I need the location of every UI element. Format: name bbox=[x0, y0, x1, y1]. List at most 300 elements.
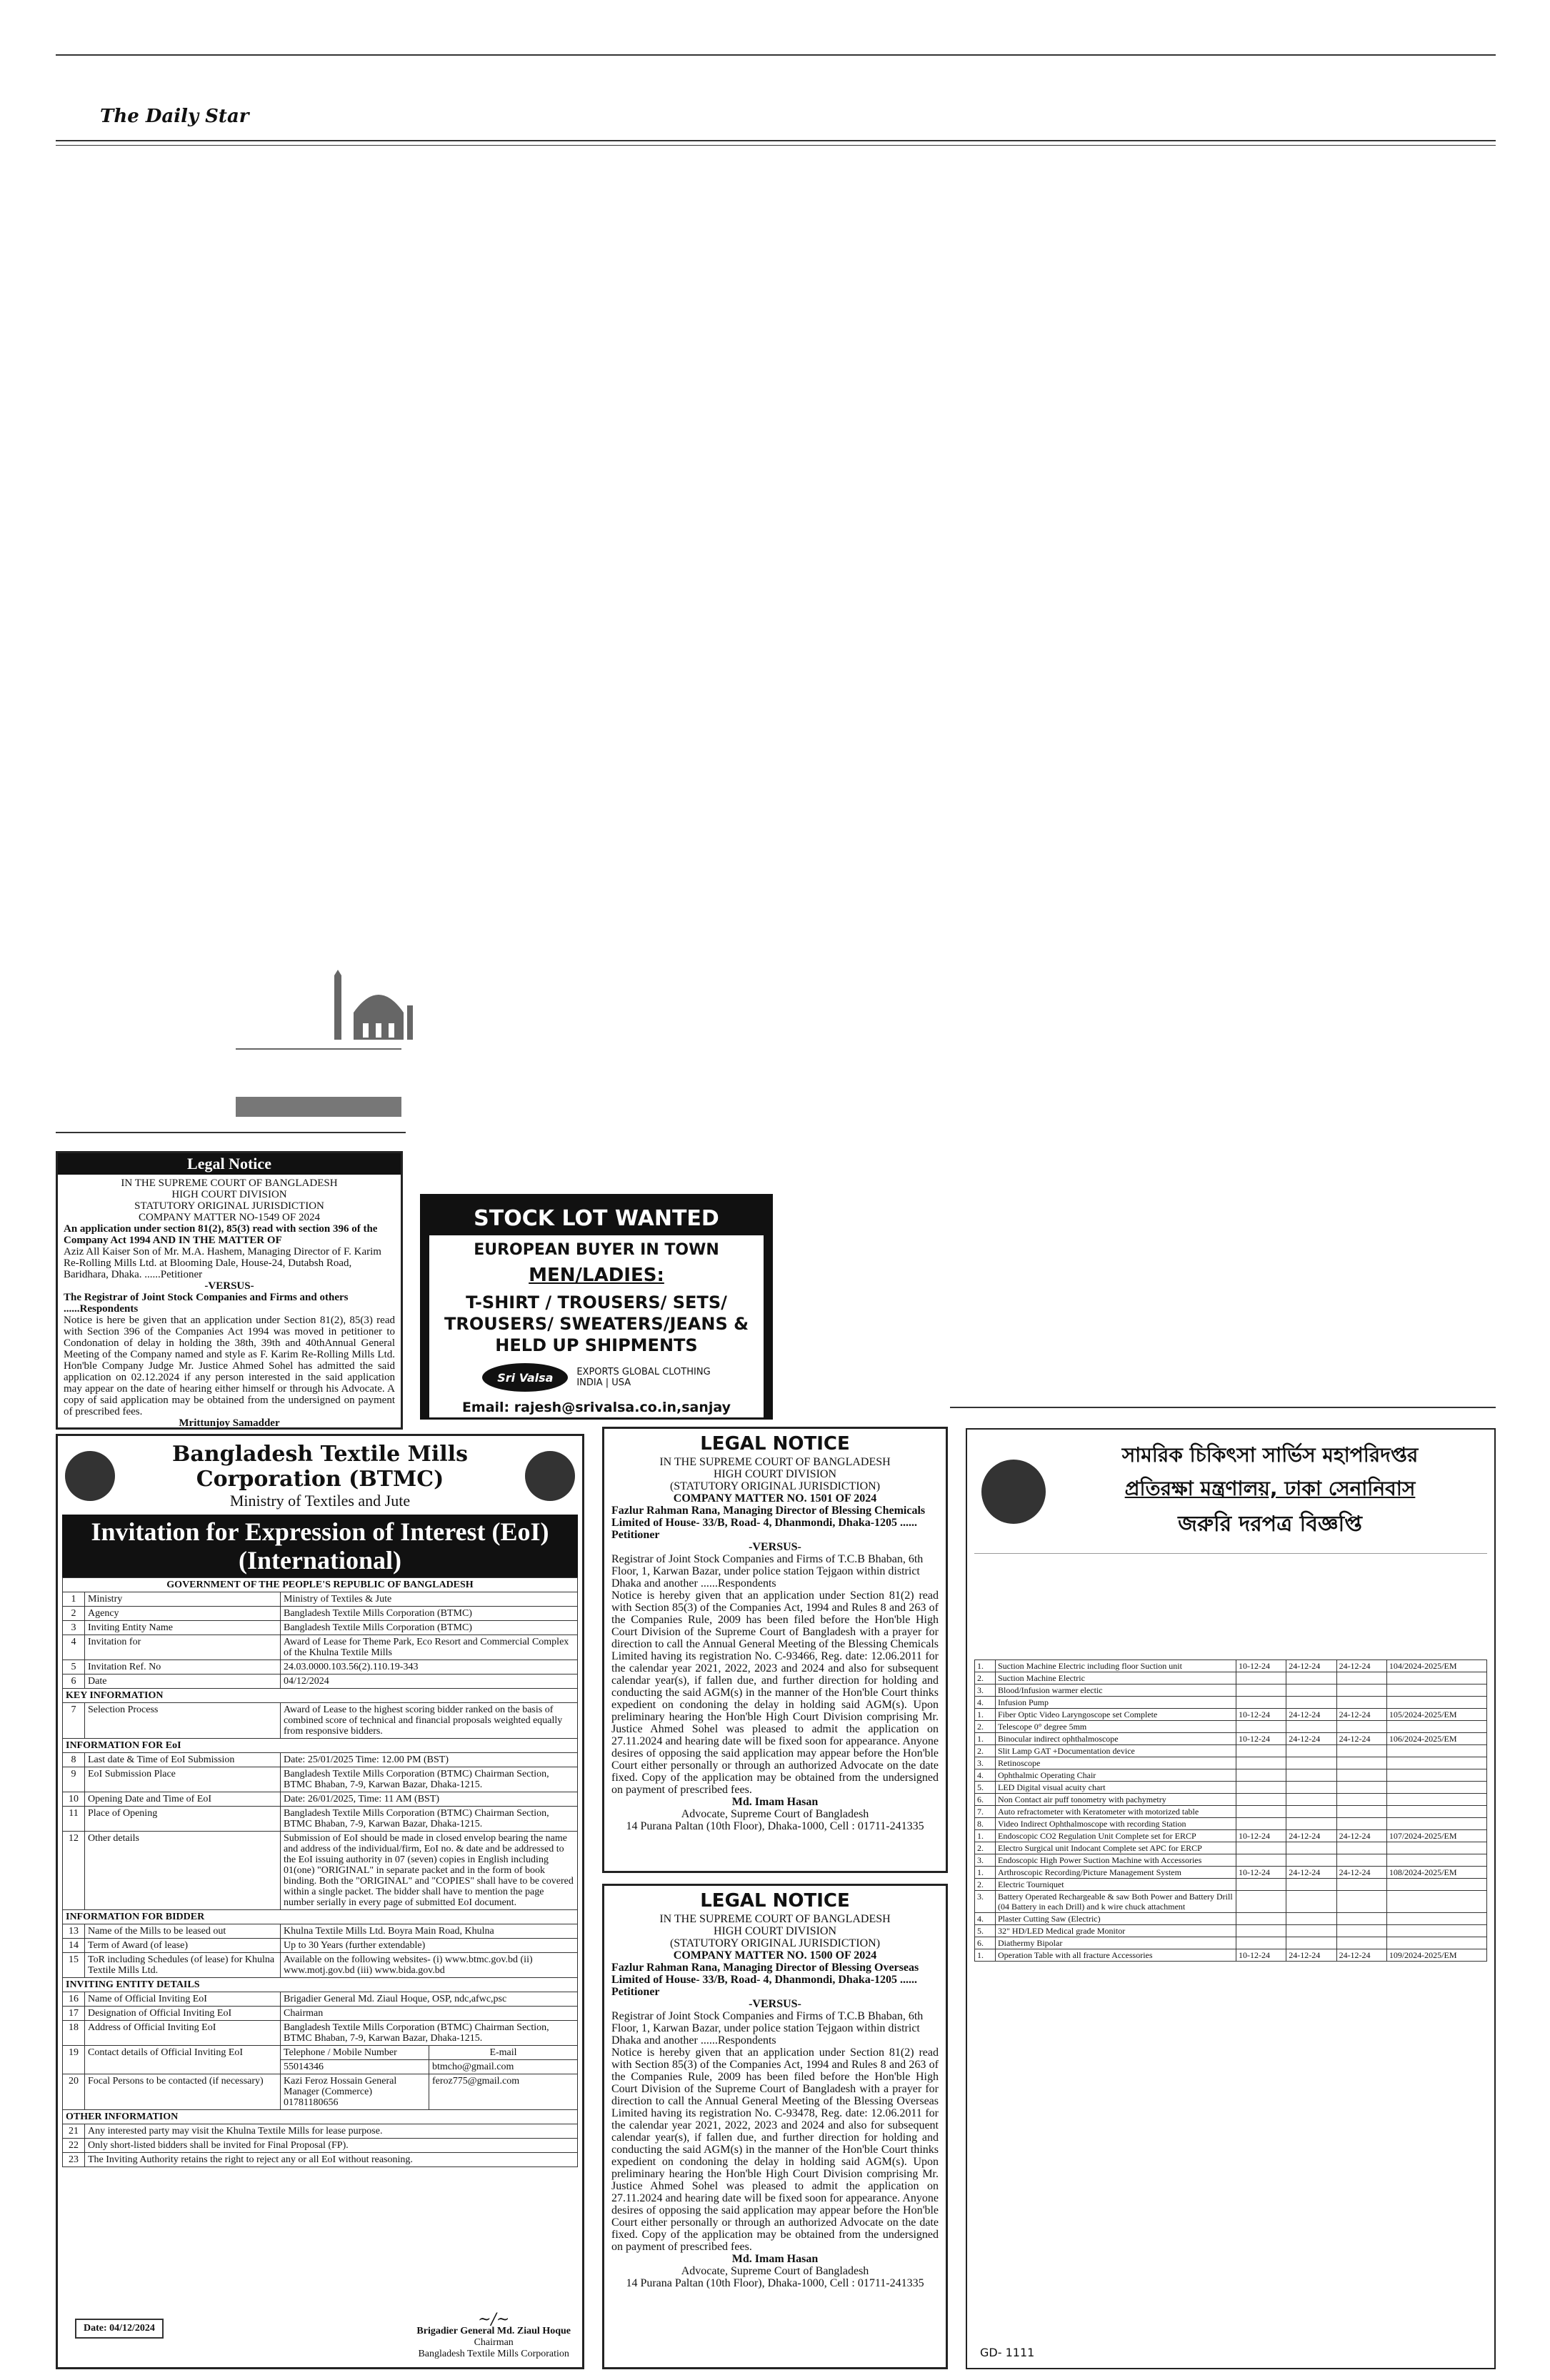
petitioner: Fazlur Rahman Rana, Managing Director of Blessing Chemicals Limited of House- 33/B, Road- 4, Dhanmondi, Dhaka-1205 ...... Petitioner bbox=[611, 1505, 926, 1541]
tender-date2 bbox=[1286, 1721, 1336, 1733]
row-number: 3 bbox=[63, 1621, 85, 1635]
btmc-table: GOVERNMENT OF THE PEOPLE'S REPUBLIC OF BANGLADESH 1 Ministry Ministry of Textiles & Jute 2 Agency Bangladesh Textile Mills Corporation (BTMC) 3 Inviting Entity Name Bangladesh Textile Mills Corporation (BTMC) 4 Invitation for Award of Lease for Theme Park, Eco Resort and Commercial Complex of the Khulna Textile Mills 5 Invitation Ref. No 24.03.0000.103.56(2).110.19-343 6 Date 04/12/2024 KEY INFORMATION 7 Selection Process Award of Lease to the highest scoring bidder ranked on the basis of combined score of technical and financial proposals weighted equally from responsive bidders. INFORMATION FOR EoI 8 Last date & Time of EoI Submission Date: 25/01/2025 Time: 12.00 PM (BST) 9 EoI Submission Place Bangladesh Textile Mills Corporation (BTMC) Chairman Section, BTMC Bhaban, 7-9, Karwan Bazar, Dhaka-1215. 10 Opening Date and Time of EoI Date: 26/01/2025, Time: 11 AM (BST) 11 Place of Opening Bangladesh Textile Mills Corporation (BTMC) Chairman Section, BTMC Bhaban, 7-9, Karwan Bazar, Dhaka-1215. 12 Other details Submission of EoI should be made in closed envelop bearing the name and address of the individual/firm, EoI no. & date and be addressed to the EoI issuing authority in 07 (seven) copies in English including 01(one) "ORIGINAL" in separate packet and in the form of book binding. Both the "ORIGINAL" and "COPIES" shall have to be covered within a single packet. The bidder shall have to mention the page number serially in every page of submitted EoI document. INFORMATION FOR BIDDER 13 Name of the Mills to be leased out Khulna Textile Mills Ltd. Boyra Main Road, Khulna 14 Term of Award (of lease) Up to 30 Years (further extendable) 15 ToR including Schedules (of lease) for Khulna Textile Mills Ltd. Available on the following websites- (i) www.btmc.gov.bd (ii) www.motj.gov.bd (iii) www.bida.gov.bd INVITING ENTITY DETAILS 16 Name of Official Inviting EoI Brigadier General Md. Ziaul Hoque, OSP, ndc,afwc,psc 17 Designation of Official Inviting EoI Chairman 18 Address of Official Inviting EoI Bangladesh Textile Mills Corporation (BTMC) Chairman Section, BTMC Bhaban, 7-9, Karwan Bazar, Dhaka-1215. 19 Contact details of Official Inviting EoI Telephone / Mobile Number E-mail 55014346 btmcho@gmail.com 20 Focal Persons to be contacted (if necessary) Kazi Feroz Hossain General Manager (Commerce) 01781180656 feroz775@gmail.com OTHER INFORMATION 21 Any interested party may visit the Khulna Textile Mills for lease purpose. 22 Only short-listed bidders shall be invited for Final Proposal (FP). 23 The Inviting Authority retains the right to reject any or all EoI without reasoning. bbox=[62, 1577, 578, 2167]
row-key: Name of Official Inviting EoI bbox=[85, 1992, 281, 2007]
tender-ref bbox=[1386, 1879, 1486, 1891]
gov-header: GOVERNMENT OF THE PEOPLE'S REPUBLIC OF BANGLADESH bbox=[63, 1578, 578, 1592]
gd-number: GD- 1111 bbox=[980, 2346, 1035, 2359]
tender-date1 bbox=[1236, 1684, 1286, 1697]
jurisdiction: (STATUTORY ORIGINAL JURISDICTION) bbox=[669, 1937, 881, 1949]
bangla-h1: সামরিক চিকিৎসা সার্ভিস মহাপরিদপ্তর bbox=[1121, 1443, 1419, 1467]
row-number: 23 bbox=[63, 2153, 85, 2167]
tender-date3 bbox=[1336, 1745, 1386, 1757]
tender-row bbox=[975, 1818, 1487, 1830]
tender-date2 bbox=[1286, 1879, 1336, 1891]
row-number: 1 bbox=[63, 1592, 85, 1607]
tender-row bbox=[975, 1830, 1487, 1842]
tender-row bbox=[975, 1937, 1487, 1949]
matter: COMPANY MATTER NO. 1501 OF 2024 bbox=[673, 1492, 877, 1505]
tender-no: 6. bbox=[975, 1937, 996, 1949]
court: IN THE SUPREME COURT OF BANGLADESH bbox=[659, 1913, 891, 1925]
row-number: 12 bbox=[63, 1832, 85, 1910]
petitioner: Fazlur Rahman Rana, Managing Director of Blessing Overseas Limited of House- 33/B, Road- 4, Dhanmondi, Dhaka-1205 ...... Petitioner bbox=[611, 1962, 919, 1998]
row-value: Brigadier General Md. Ziaul Hoque, OSP, ndc,afwc,psc bbox=[281, 1992, 578, 2007]
tender-date1 bbox=[1236, 1818, 1286, 1830]
bangla-tender-ad bbox=[966, 1428, 1496, 2369]
tender-date1: 10-12-24 bbox=[1236, 1733, 1286, 1745]
tender-item: 32" HD/LED Medical grade Monitor bbox=[996, 1925, 1236, 1937]
tender-row bbox=[975, 1794, 1487, 1806]
row-key: Address of Official Inviting EoI bbox=[85, 2021, 281, 2046]
row20-key: Focal Persons to be contacted (if necessary) bbox=[85, 2074, 281, 2110]
tender-date2 bbox=[1286, 1925, 1336, 1937]
btmc-eoi-ad bbox=[56, 1434, 584, 2369]
tender-no: 6. bbox=[975, 1794, 996, 1806]
mosque-icon bbox=[329, 970, 421, 1052]
tender-row bbox=[975, 1867, 1487, 1879]
tender-item: Video Indirect Ophthalmoscope with recording Station bbox=[996, 1818, 1236, 1830]
stock-title: STOCK LOT WANTED bbox=[474, 1206, 719, 1231]
tender-item: Battery Operated Rechargeable & saw Both Power and Battery Drill (04 Battery in each Drill) and k wire chuck attachment bbox=[996, 1891, 1236, 1913]
tender-date1: 10-12-24 bbox=[1236, 1867, 1286, 1879]
tender-date1 bbox=[1236, 1757, 1286, 1769]
legal-notice-c bbox=[602, 1884, 948, 2369]
tender-ref bbox=[1386, 1818, 1486, 1830]
sig-org: Bangladesh Textile Mills Corporation bbox=[418, 2349, 569, 2359]
tender-ref bbox=[1386, 1769, 1486, 1782]
signer-title: Advocate, Supreme Court of Bangladesh bbox=[681, 1808, 869, 1820]
bangla-intro-block bbox=[974, 1553, 1487, 1654]
tender-row bbox=[975, 1782, 1487, 1794]
tender-date3: 24-12-24 bbox=[1336, 1867, 1386, 1879]
sri-valsa-logo: Sri Valsa bbox=[482, 1363, 568, 1392]
bangla-h2: প্রতিরক্ষা মন্ত্রণালয়, ঢাকা সেনানিবাস bbox=[1124, 1477, 1416, 1500]
row-key: Invitation Ref. No bbox=[85, 1660, 281, 1674]
row-number: 7 bbox=[63, 1703, 85, 1739]
tender-date3 bbox=[1336, 1937, 1386, 1949]
mosque-rule bbox=[236, 1048, 401, 1050]
tender-date1 bbox=[1236, 1806, 1286, 1818]
table-row bbox=[63, 1592, 578, 1607]
contact-head-phone: Telephone / Mobile Number bbox=[281, 2046, 429, 2059]
tender-ref: 109/2024-2025/EM bbox=[1386, 1949, 1486, 1962]
tender-date2: 24-12-24 bbox=[1286, 1830, 1336, 1842]
stock-buyer: EUROPEAN BUYER IN TOWN bbox=[474, 1241, 719, 1259]
row-key: Name of the Mills to be leased out bbox=[85, 1924, 281, 1939]
signer: Mrittunjoy Samadder bbox=[179, 1417, 280, 1429]
row-value: Any interested party may visit the Khulna Textile Mills for lease purpose. bbox=[85, 2124, 578, 2139]
tender-date2: 24-12-24 bbox=[1286, 1733, 1336, 1745]
tender-item: Plaster Cutting Saw (Electric) bbox=[996, 1913, 1236, 1925]
tender-date3 bbox=[1336, 1842, 1386, 1854]
tender-date2 bbox=[1286, 1745, 1336, 1757]
tender-date1 bbox=[1236, 1913, 1286, 1925]
tender-item: Ophthalmic Operating Chair bbox=[996, 1769, 1236, 1782]
tender-item: Electro Surgical unit Indocant Complete set APC for ERCP bbox=[996, 1842, 1236, 1854]
row-number: 15 bbox=[63, 1953, 85, 1978]
tender-row bbox=[975, 1745, 1487, 1757]
tender-item: Slit Lamp GAT +Documentation device bbox=[996, 1745, 1236, 1757]
tender-ref: 108/2024-2025/EM bbox=[1386, 1867, 1486, 1879]
masthead: The Daily Star bbox=[100, 106, 249, 127]
tender-no: 3. bbox=[975, 1684, 996, 1697]
eoi-info-header: INFORMATION FOR EoI bbox=[63, 1739, 578, 1753]
row-key: Other details bbox=[85, 1832, 281, 1910]
row-number: 5 bbox=[63, 1660, 85, 1674]
tender-date3 bbox=[1336, 1757, 1386, 1769]
tender-row bbox=[975, 1672, 1487, 1684]
tender-row bbox=[975, 1733, 1487, 1745]
tender-row bbox=[975, 1806, 1487, 1818]
tender-row bbox=[975, 1842, 1487, 1854]
application: An application under section 81(2), 85(3) read with section 396 of the Company Act 1994 AND IN THE MATTER OF bbox=[64, 1223, 378, 1246]
tender-date2: 24-12-24 bbox=[1286, 1660, 1336, 1672]
row-number: 9 bbox=[63, 1767, 85, 1792]
tender-ref bbox=[1386, 1745, 1486, 1757]
row-value: Bangladesh Textile Mills Corporation (BTMC) bbox=[281, 1607, 578, 1621]
key-info-header: KEY INFORMATION bbox=[63, 1689, 578, 1703]
row-key: Selection Process bbox=[85, 1703, 281, 1739]
row-number: 16 bbox=[63, 1992, 85, 2007]
row-value: Ministry of Textiles & Jute bbox=[281, 1592, 578, 1607]
tender-row bbox=[975, 1660, 1487, 1672]
table-row bbox=[63, 1939, 578, 1953]
row-key: Opening Date and Time of EoI bbox=[85, 1792, 281, 1807]
table-row bbox=[63, 2139, 578, 2153]
tender-no: 8. bbox=[975, 1818, 996, 1830]
bangla-h3: জরুরি দরপত্র বিজ্ঞপ্তি bbox=[1178, 1512, 1362, 1537]
tender-date3: 24-12-24 bbox=[1336, 1660, 1386, 1672]
notice-text: Notice is here be given that an application under Section 81(2), 85(3) read with Section 396 of the Companies Act 1994 was moved in petitioner to Condonation of delay in holding the 38th, 39th and 40thAnnual General Meeting of the Company named and style as F. Karim Re-Rolling Mills Ltd. Hon'ble Company Judge Mr. Justice Ahmed Sohel has admitted the said application on 02.12.2024 if any person interested in the said application may appear on the date of hearing either himself or through his Advocate. A copy of said application may be obtained from the undersigned on payment of prescribed fees. bbox=[64, 1315, 395, 1417]
row-key: ToR including Schedules (of lease) for Khulna Textile Mills Ltd. bbox=[85, 1953, 281, 1978]
tender-date3 bbox=[1336, 1782, 1386, 1794]
address: 14 Purana Paltan (10th Floor), Dhaka-1000, Cell : 01711-241335 bbox=[626, 2277, 924, 2289]
tender-date1 bbox=[1236, 1879, 1286, 1891]
tender-no: 2. bbox=[975, 1745, 996, 1757]
stock-email: Email: rajesh@srivalsa.co.in,sanjay bbox=[461, 1400, 731, 1415]
contact-head-email: E-mail bbox=[489, 2047, 517, 2058]
table-row bbox=[63, 1807, 578, 1832]
row-number: 17 bbox=[63, 2007, 85, 2021]
stock-target: MEN/LADIES: bbox=[529, 1265, 664, 1286]
tender-item: LED Digital visual acuity chart bbox=[996, 1782, 1236, 1794]
row-value: Only short-listed bidders shall be invited for Final Proposal (FP). bbox=[85, 2139, 578, 2153]
row-key: EoI Submission Place bbox=[85, 1767, 281, 1792]
row-number: 21 bbox=[63, 2124, 85, 2139]
military-emblem-icon bbox=[981, 1460, 1046, 1524]
table-row bbox=[63, 1621, 578, 1635]
tender-item: Auto refractometer with Keratometer with motorized table bbox=[996, 1806, 1236, 1818]
tender-no: 7. bbox=[975, 1806, 996, 1818]
row-key: Inviting Entity Name bbox=[85, 1621, 281, 1635]
tender-no: 3. bbox=[975, 1891, 996, 1913]
tender-date1 bbox=[1236, 1925, 1286, 1937]
table-row bbox=[63, 1992, 578, 2007]
tender-date3 bbox=[1336, 1891, 1386, 1913]
table-row bbox=[63, 2007, 578, 2021]
row-key: Place of Opening bbox=[85, 1807, 281, 1832]
tender-date2 bbox=[1286, 1672, 1336, 1684]
legal-b-title: LEGAL NOTICE bbox=[700, 1433, 850, 1455]
row-number: 4 bbox=[63, 1635, 85, 1660]
tender-date1: 10-12-24 bbox=[1236, 1949, 1286, 1962]
tender-ref bbox=[1386, 1891, 1486, 1913]
stock-items: T-SHIRT / TROUSERS/ SETS/ TROUSERS/ SWEATERS/JEANS & HELD UP SHIPMENTS bbox=[444, 1292, 749, 1355]
tender-ref bbox=[1386, 1782, 1486, 1794]
table-row bbox=[63, 1832, 578, 1910]
tender-ref bbox=[1386, 1925, 1486, 1937]
tender-date3 bbox=[1336, 1913, 1386, 1925]
date-stamp: Date: 04/12/2024 bbox=[75, 2319, 164, 2339]
tender-ref bbox=[1386, 1842, 1486, 1854]
tender-no: 2. bbox=[975, 1879, 996, 1891]
tender-item: Suction Machine Electric bbox=[996, 1672, 1236, 1684]
tender-date2 bbox=[1286, 1794, 1336, 1806]
petitioner: Aziz All Kaiser Son of Mr. M.A. Hashem, Managing Director of F. Karim Re-Rolling Mills Ltd. at Blooming Dale, House-24, Dutabsh Road, Baridhara, Dhaka. ......Petitioner bbox=[64, 1246, 381, 1280]
row-number: 22 bbox=[63, 2139, 85, 2153]
section-rule-left bbox=[56, 1132, 406, 1133]
tender-ref bbox=[1386, 1913, 1486, 1925]
tender-date1 bbox=[1236, 1842, 1286, 1854]
tender-no: 1. bbox=[975, 1949, 996, 1962]
tender-ref bbox=[1386, 1757, 1486, 1769]
row20-email: feroz775@gmail.com bbox=[432, 2076, 520, 2087]
row-value: Available on the following websites- (i) www.btmc.gov.bd (ii) www.motj.gov.bd (iii) www.bida.gov.bd bbox=[281, 1953, 578, 1978]
tender-date2: 24-12-24 bbox=[1286, 1949, 1336, 1962]
table-row bbox=[63, 1924, 578, 1939]
table-row bbox=[63, 1635, 578, 1660]
tender-ref bbox=[1386, 1794, 1486, 1806]
row-value: 24.03.0000.103.56(2).110.19-343 bbox=[281, 1660, 578, 1674]
tender-ref: 107/2024-2025/EM bbox=[1386, 1830, 1486, 1842]
tender-date3: 24-12-24 bbox=[1336, 1733, 1386, 1745]
tender-no: 4. bbox=[975, 1769, 996, 1782]
tender-date1: 10-12-24 bbox=[1236, 1830, 1286, 1842]
tender-date2 bbox=[1286, 1891, 1336, 1913]
tender-date3: 24-12-24 bbox=[1336, 1830, 1386, 1842]
tender-date3 bbox=[1336, 1854, 1386, 1867]
court: IN THE SUPREME COURT OF BANGLADESH bbox=[659, 1456, 891, 1468]
table-row bbox=[63, 2124, 578, 2139]
tender-date1 bbox=[1236, 1769, 1286, 1782]
row-key: Date bbox=[85, 1674, 281, 1689]
tender-date3 bbox=[1336, 1697, 1386, 1709]
row-number: 13 bbox=[63, 1924, 85, 1939]
tender-ref: 104/2024-2025/EM bbox=[1386, 1660, 1486, 1672]
row-value: Bangladesh Textile Mills Corporation (BTMC) Chairman Section, BTMC Bhaban, 7-9, Karwan Bazar, Dhaka-1215. bbox=[281, 2021, 578, 2046]
tender-row bbox=[975, 1925, 1487, 1937]
masthead-rule-thin bbox=[56, 145, 1496, 146]
tender-date1 bbox=[1236, 1672, 1286, 1684]
tender-item: Endoscopic CO2 Regulation Unit Complete set for ERCP bbox=[996, 1830, 1236, 1842]
legal-notice-a-title: Legal Notice bbox=[58, 1153, 401, 1175]
stock-lot-ad bbox=[420, 1194, 773, 1420]
table-row bbox=[63, 1674, 578, 1689]
tender-no: 1. bbox=[975, 1660, 996, 1672]
signer: Md. Imam Hasan bbox=[731, 2253, 819, 2265]
legal-notice-a bbox=[56, 1151, 403, 1430]
row19-phone: 55014346 bbox=[281, 2060, 429, 2074]
tender-date1 bbox=[1236, 1937, 1286, 1949]
table-row bbox=[63, 1703, 578, 1739]
tender-date2 bbox=[1286, 1769, 1336, 1782]
tender-date1 bbox=[1236, 1854, 1286, 1867]
signer: Md. Imam Hasan bbox=[731, 1796, 819, 1808]
respondent: Registrar of Joint Stock Companies and Firms of T.C.B Bhaban, 6th Floor, 1, Karwan Bazar, under police station Tejgaon within district Dhaka and another ......Respondents bbox=[611, 2010, 924, 2047]
court: IN THE SUPREME COURT OF BANGLADESH bbox=[121, 1178, 338, 1189]
tender-no: 3. bbox=[975, 1854, 996, 1867]
table-row bbox=[63, 1753, 578, 1767]
signer-title bbox=[64, 1429, 395, 1430]
tender-date2 bbox=[1286, 1782, 1336, 1794]
tender-date3 bbox=[1336, 1769, 1386, 1782]
legal-c-title: LEGAL NOTICE bbox=[700, 1890, 850, 1912]
tender-no: 1. bbox=[975, 1733, 996, 1745]
tender-item: Binocular indirect ophthalmoscope bbox=[996, 1733, 1236, 1745]
tender-date1 bbox=[1236, 1891, 1286, 1913]
stock-region: INDIA | USA bbox=[576, 1377, 631, 1388]
tender-no: 1. bbox=[975, 1867, 996, 1879]
tender-date1 bbox=[1236, 1745, 1286, 1757]
table-row bbox=[63, 2021, 578, 2046]
row-value: Award of Lease to the highest scoring bidder ranked on the basis of combined score of technical and financial proposals weighted equally from responsive bidders. bbox=[281, 1703, 578, 1739]
tender-no: 3. bbox=[975, 1757, 996, 1769]
tender-item: Telescope 0° degree 5mm bbox=[996, 1721, 1236, 1733]
tender-ref bbox=[1386, 1721, 1486, 1733]
row-key: Agency bbox=[85, 1607, 281, 1621]
tender-date1: 10-12-24 bbox=[1236, 1660, 1286, 1672]
tender-date3 bbox=[1336, 1794, 1386, 1806]
tender-item: Suction Machine Electric including floor Suction unit bbox=[996, 1660, 1236, 1672]
row-value: Submission of EoI should be made in closed envelop bearing the name and address of the individual/firm, EoI no. & date and be addressed to the EoI issuing authority in 07 (seven) copies in English including 01(one) "ORIGINAL" in separate packet and in the form of book binding. Both the "ORIGINAL" and "COPIES" shall have to be covered within a single packet. The bidder shall have to mention the page number serially in every page of submitted EoI document. bbox=[281, 1832, 578, 1910]
tender-date2 bbox=[1286, 1806, 1336, 1818]
tender-date2 bbox=[1286, 1818, 1336, 1830]
division: HIGH COURT DIVISION bbox=[713, 1925, 837, 1937]
tender-ref: 105/2024-2025/EM bbox=[1386, 1709, 1486, 1721]
versus: -VERSUS- bbox=[749, 1998, 801, 2010]
row-number: 2 bbox=[63, 1607, 85, 1621]
tender-date3: 24-12-24 bbox=[1336, 1949, 1386, 1962]
tender-date3 bbox=[1336, 1879, 1386, 1891]
row-value: Award of Lease for Theme Park, Eco Resort and Commercial Complex of the Khulna Textile Mills bbox=[281, 1635, 578, 1660]
tender-date1: 10-12-24 bbox=[1236, 1709, 1286, 1721]
division: HIGH COURT DIVISION bbox=[713, 1468, 837, 1480]
tender-date2: 24-12-24 bbox=[1286, 1867, 1336, 1879]
row-key: Last date & Time of EoI Submission bbox=[85, 1753, 281, 1767]
jurisdiction: (STATUTORY ORIGINAL JURISDICTION) bbox=[669, 1480, 881, 1492]
notice-text: Notice is hereby given that an application under Section 81(2) read with Section 85(3) of the Companies Act, 1994 and Rules 8 and 263 of the Companies Rule, 2009 has been filed before the Hon'ble High Court Division of the Supreme Court of Bangladesh with a prayer for direction to call the Annual General Meeting of the Blessing Overseas Limited having its registration No. C-93478, Reg. date: 12.06.2011 for the calendar year 2021, 2022, 2023 and 2024 and also for subsequent calendar year(s), if fallen due, and further direction for holding and conducting the said AGM(s) in the manner of the Hon'ble Court thinks expedient on condoning the delay in holding said AGM(s). Upon preliminary hearing the Hon'ble High Court Division comprising Mr. Justice Ahmed Sohel was pleased to admit the application on 27.11.2024 and hearing date will be fixed soon for appearance. Anyone desires of opposing the said application may appear before the Hon'ble Court either personally or through an authorized Advocate on the date fixed. Copy of the application may be obtained from the undersigned on payment of prescribed fees. bbox=[611, 2047, 939, 2253]
tender-row bbox=[975, 1854, 1487, 1867]
tender-date3: 24-12-24 bbox=[1336, 1709, 1386, 1721]
notice-text: Notice is hereby given that an application under Section 81(2) read with Section 85(3) of the Companies Act, 1994 and Rules 8 and 263 of the Companies Rule, 2009 has been filed before the Hon'ble High Court Division of the Supreme Court of Bangladesh with a prayer for direction to call the Annual General Meeting of the Blessing Chemicals Limited having its registration No. C-93466, Reg. date: 12.06.2011 for the calendar year 2021, 2022, 2023 and 2024 and also for subsequent calendar year(s), if fallen due, and further direction for holding and conducting the said AGM(s) in the manner of the Hon'ble Court thinks expedient on condoning the delay in holding said AGM(s). Upon preliminary hearing the Hon'ble High Court Division comprising Mr. Justice Ahmed Sohel was pleased to admit the application on 27.11.2024 and hearing date will be fixed soon for appearance. Anyone desires of opposing the said application may appear before the Hon'ble Court either personally or through an authorized Advocate on the date fixed. Copy of the application may be obtained from the undersigned on payment of prescribed fees. bbox=[611, 1590, 939, 1796]
row-value: Bangladesh Textile Mills Corporation (BTMC) bbox=[281, 1621, 578, 1635]
row-value: Date: 26/01/2025, Time: 11 AM (BST) bbox=[281, 1792, 578, 1807]
tender-row bbox=[975, 1949, 1487, 1962]
row20-phone: Kazi Feroz Hossain General Manager (Commerce) 01781180656 bbox=[281, 2074, 429, 2109]
respondent: Registrar of Joint Stock Companies and Firms of T.C.B Bhaban, 6th Floor, 1, Karwan Bazar, under police station Tejgaon within district Dhaka and another ......Respondents bbox=[611, 1553, 924, 1590]
tender-item: Diathermy Bipolar bbox=[996, 1937, 1236, 1949]
row-key: Term of Award (of lease) bbox=[85, 1939, 281, 1953]
table-row bbox=[63, 1607, 578, 1621]
tender-row bbox=[975, 1709, 1487, 1721]
row19-email: btmcho@gmail.com bbox=[432, 2062, 514, 2072]
row-number: 18 bbox=[63, 2021, 85, 2046]
bangla-table bbox=[974, 1660, 1487, 1962]
tender-no: 2. bbox=[975, 1672, 996, 1684]
btmc-ministry: Ministry of Textiles and Jute bbox=[229, 1492, 411, 1510]
tender-date2 bbox=[1286, 1697, 1336, 1709]
table-row bbox=[63, 1953, 578, 1978]
row-value: The Inviting Authority retains the right to reject any or all EoI without reasoning. bbox=[85, 2153, 578, 2167]
section-rule-right bbox=[950, 1407, 1496, 1408]
stock-tagline: EXPORTS GLOBAL CLOTHING bbox=[576, 1367, 711, 1377]
tender-date3 bbox=[1336, 1818, 1386, 1830]
row-value: Khulna Textile Mills Ltd. Boyra Main Road, Khulna bbox=[281, 1924, 578, 1939]
signer-title: Advocate, Supreme Court of Bangladesh bbox=[681, 2265, 869, 2277]
row-number: 8 bbox=[63, 1753, 85, 1767]
tender-no: 5. bbox=[975, 1782, 996, 1794]
row-value: 04/12/2024 bbox=[281, 1674, 578, 1689]
versus: -VERSUS- bbox=[204, 1280, 254, 1292]
row-number: 11 bbox=[63, 1807, 85, 1832]
tender-no: 1. bbox=[975, 1709, 996, 1721]
tender-date2 bbox=[1286, 1937, 1336, 1949]
legal-notice-b bbox=[602, 1427, 948, 1873]
bidder-info-header: INFORMATION FOR BIDDER bbox=[63, 1910, 578, 1924]
tender-item: Retinoscope bbox=[996, 1757, 1236, 1769]
btmc-logo-icon bbox=[65, 1451, 115, 1501]
tender-row bbox=[975, 1757, 1487, 1769]
tender-no: 2. bbox=[975, 1842, 996, 1854]
tender-date1 bbox=[1236, 1794, 1286, 1806]
tender-date2 bbox=[1286, 1757, 1336, 1769]
btmc-invitation: Invitation for Expression of Interest (EoI) (International) bbox=[62, 1515, 578, 1577]
tender-row bbox=[975, 1879, 1487, 1891]
tender-date2 bbox=[1286, 1913, 1336, 1925]
tender-date2 bbox=[1286, 1684, 1336, 1697]
tender-date1 bbox=[1236, 1721, 1286, 1733]
tender-ref: 106/2024-2025/EM bbox=[1386, 1733, 1486, 1745]
row-number: 6 bbox=[63, 1674, 85, 1689]
tender-date2 bbox=[1286, 1842, 1336, 1854]
tender-item: Fiber Optic Video Laryngoscope set Complete bbox=[996, 1709, 1236, 1721]
tender-date1 bbox=[1236, 1697, 1286, 1709]
tender-ref bbox=[1386, 1854, 1486, 1867]
tender-ref bbox=[1386, 1806, 1486, 1818]
tender-row bbox=[975, 1697, 1487, 1709]
table-row bbox=[63, 2153, 578, 2167]
tender-row bbox=[975, 1891, 1487, 1913]
row-key: Ministry bbox=[85, 1592, 281, 1607]
tender-ref bbox=[1386, 1672, 1486, 1684]
sig-title: Chairman bbox=[474, 2337, 514, 2348]
sig-name: Brigadier General Md. Ziaul Hoque bbox=[416, 2326, 571, 2336]
other-info-header: OTHER INFORMATION bbox=[63, 2110, 578, 2124]
division: HIGH COURT DIVISION bbox=[171, 1189, 287, 1200]
tender-no: 5. bbox=[975, 1925, 996, 1937]
tender-date3 bbox=[1336, 1925, 1386, 1937]
tender-item: Operation Table with all fracture Accessories bbox=[996, 1949, 1236, 1962]
matter: COMPANY MATTER NO-1549 OF 2024 bbox=[139, 1212, 320, 1223]
tender-ref bbox=[1386, 1937, 1486, 1949]
tender-date1 bbox=[1236, 1782, 1286, 1794]
tender-date2: 24-12-24 bbox=[1286, 1709, 1336, 1721]
tender-no: 1. bbox=[975, 1830, 996, 1842]
tender-date3 bbox=[1336, 1672, 1386, 1684]
matter: COMPANY MATTER NO. 1500 OF 2024 bbox=[673, 1949, 877, 1962]
btmc-org: Bangladesh Textile Mills Corporation (BTMC) bbox=[172, 1442, 468, 1492]
tender-item: Electric Tourniquet bbox=[996, 1879, 1236, 1891]
table-row bbox=[63, 1767, 578, 1792]
